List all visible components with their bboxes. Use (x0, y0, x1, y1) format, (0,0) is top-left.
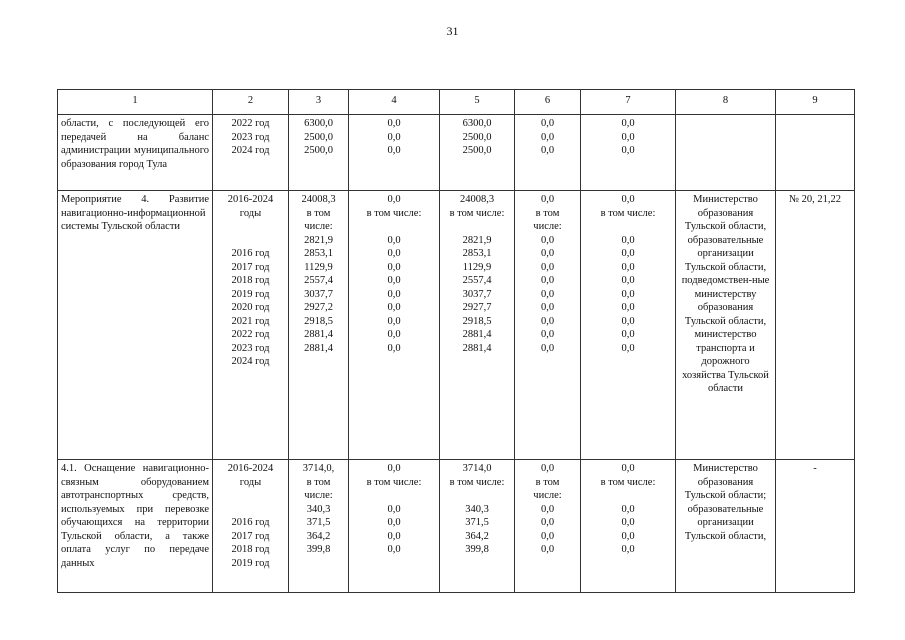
funding-value: 0,0 (387, 248, 401, 259)
funding-cell-c6 (515, 115, 581, 191)
funding-cell-c7 (581, 191, 676, 460)
funding-value: 0,0 (540, 315, 555, 327)
funding-value: 0,0 (621, 530, 635, 542)
funding-value: 0,0 (387, 261, 401, 273)
funding-value: 6300,0 (304, 118, 333, 129)
year-label: 2022 год (231, 118, 270, 129)
funding-cell-c5 (440, 115, 515, 191)
year-label: 2020 год (231, 302, 270, 313)
measure-description: 4.1. Оснащение навигационно-связным оборудованием автотранспортных средств, используемых при перевозке обучающихся на территории Тульской области, а также оплата услуг по передаче данных (61, 463, 209, 569)
funding-total: 3714,0 (462, 463, 492, 474)
funding-value: 0,0 (387, 517, 401, 528)
funding-value: 0,0 (540, 131, 555, 143)
funding-value: 0,0 (540, 302, 555, 313)
funding-value: 0,0 (540, 503, 555, 515)
year-label: 2019 год (231, 557, 270, 569)
funding-value: 0,0 (387, 315, 401, 327)
funding-value: 2927,7 (462, 302, 492, 313)
funding-value: 399,8 (465, 544, 489, 555)
funding-value: 0,0 (540, 517, 555, 528)
funding-value: 0,0 (540, 342, 555, 354)
funding-total: 3714,0, (302, 463, 335, 474)
funding-value: 0,0 (387, 302, 401, 313)
funding-value: 0,0 (621, 118, 635, 129)
funding-value: 0,0 (540, 530, 555, 542)
funding-value: 0,0 (540, 145, 555, 156)
measure-description-cell (58, 115, 213, 191)
period-cell (213, 115, 289, 191)
funding-value: 2853,1 (304, 248, 333, 259)
funding-value: 0,0 (621, 131, 635, 143)
funding-value: 0,0 (387, 329, 401, 340)
funding-cell-c6 (515, 460, 581, 593)
funding-value: 0,0 (540, 118, 555, 129)
measure-description: Мероприятие 4. Развитие навигационно-информационной системы Тульской области (61, 194, 209, 232)
funding-cell-c5 (440, 460, 515, 593)
executor-cell (676, 460, 776, 593)
funding-value: 1129,9 (462, 261, 492, 273)
subtotal-note: в том числе: (449, 476, 505, 488)
year-label: 2017 год (231, 261, 270, 273)
subtotal-note: в том числе: (449, 207, 505, 219)
table-row (58, 115, 855, 191)
funding-value: 0,0 (387, 530, 401, 542)
funding-cell-c7 (581, 460, 676, 593)
year-label: 2018 год (231, 275, 270, 286)
funding-total: 24008,3 (459, 194, 495, 205)
executor-text: Министерство образования Тульской области; образовательные организации Тульской области, (684, 463, 767, 542)
measure-description: области, с последующей его передачей на баланс администрации муниципального образования город Тула (61, 118, 209, 170)
indicator-reference-cell (776, 460, 855, 593)
subtotal-note: в том числе: (366, 207, 422, 219)
funding-value: 2500,0 (462, 145, 492, 156)
funding-value: 0,0 (621, 517, 635, 528)
spacer (216, 489, 285, 503)
column-header: 6 (515, 90, 581, 115)
funding-value: 0,0 (540, 544, 555, 555)
funding-value: 0,0 (621, 329, 635, 340)
funding-value: 2881,4 (304, 329, 333, 340)
funding-value: 399,8 (306, 544, 331, 555)
funding-value: 0,0 (387, 503, 401, 515)
funding-cell-c3 (289, 115, 349, 191)
subtotal-note: в том числе: (533, 476, 562, 501)
funding-value: 0,0 (540, 261, 555, 273)
funding-value: 0,0 (621, 261, 635, 273)
spacer (352, 489, 436, 503)
funding-cell-c4 (349, 115, 440, 191)
funding-cell-c4 (349, 191, 440, 460)
funding-value: 1129,9 (304, 261, 333, 273)
funding-value: 0,0 (621, 503, 635, 515)
funding-value: 0,0 (621, 248, 635, 259)
funding-value: 0,0 (387, 118, 401, 129)
executor-cell (676, 115, 776, 191)
subtotal-note: в том числе: (600, 476, 656, 488)
column-header: 1 (58, 90, 213, 115)
subtotal-note: в том числе: (304, 207, 333, 232)
spacer (584, 220, 672, 234)
funding-cell-c4 (349, 460, 440, 593)
indicator-reference-cell (776, 115, 855, 191)
column-header: 3 (289, 90, 349, 115)
funding-value: 2821,9 (304, 234, 333, 246)
year-label: 2019 год (231, 288, 270, 300)
period-cell (213, 191, 289, 460)
subtotal-note: в том числе: (600, 207, 656, 219)
funding-value: 2557,4 (462, 275, 492, 286)
funding-value: 0,0 (621, 145, 635, 156)
spacer (443, 220, 511, 234)
funding-value: 3037,7 (304, 288, 333, 300)
executor-text: Министерство образования Тульской области, образовательные организации Тульской области, подведомствен-ные министерству образования Тульской области, министерство транспорта и дорожного хозяйства Тульской области (681, 194, 770, 394)
measure-description-cell (58, 460, 213, 593)
indicator-reference-cell (776, 191, 855, 460)
funding-value: 0,0 (540, 248, 555, 259)
column-header: 7 (581, 90, 676, 115)
funding-total: 0,0 (540, 463, 555, 474)
funding-value: 0,0 (387, 131, 401, 143)
funding-cell-c5 (440, 191, 515, 460)
funding-value: 0,0 (621, 288, 635, 300)
funding-value: 2557,4 (304, 275, 333, 286)
year-label: 2018 год (231, 544, 270, 555)
funding-value: 0,0 (387, 342, 401, 354)
funding-value: 0,0 (387, 145, 401, 156)
year-label: 2016 год (231, 517, 270, 528)
funding-value: 0,0 (621, 315, 635, 327)
spacer (443, 489, 511, 503)
year-label: 2024 год (231, 356, 270, 367)
funding-cell-c3 (289, 191, 349, 460)
funding-value: 0,0 (387, 275, 401, 286)
column-header: 9 (776, 90, 855, 115)
executor-cell (676, 191, 776, 460)
funding-value: 0,0 (540, 329, 555, 340)
page-number: 31 (446, 24, 459, 38)
column-header: 8 (676, 90, 776, 115)
funding-value: 340,3 (465, 503, 489, 515)
spacer (584, 489, 672, 503)
year-label: 2022 год (231, 329, 270, 340)
funding-value: 0,0 (621, 234, 635, 246)
year-label: 2017 год (231, 530, 270, 542)
funding-value: 0,0 (540, 234, 555, 246)
indicator-reference: - (813, 463, 817, 474)
funding-value: 0,0 (621, 342, 635, 354)
funding-value: 2918,5 (304, 315, 333, 327)
column-header: 2 (213, 90, 289, 115)
funding-value: 0,0 (621, 544, 635, 555)
spacer (216, 503, 285, 517)
year-label: 2023 год (231, 131, 270, 143)
period-cell (213, 460, 289, 593)
funding-value: 0,0 (387, 544, 401, 555)
funding-value: 2500,0 (304, 145, 333, 156)
funding-value: 364,2 (465, 530, 489, 542)
funding-value: 0,0 (387, 234, 401, 246)
funding-value: 0,0 (387, 288, 401, 300)
table-row (58, 191, 855, 460)
spacer (352, 220, 436, 234)
period-label: 2016-2024 годы (227, 194, 274, 219)
table-row (58, 460, 855, 593)
subtotal-note: в том числе: (304, 476, 333, 501)
funding-value: 2500,0 (462, 131, 492, 143)
funding-value: 371,5 (306, 517, 331, 528)
funding-value: 6300,0 (462, 118, 492, 129)
funding-value: 2918,5 (462, 315, 492, 327)
funding-value: 0,0 (621, 302, 635, 313)
funding-value: 340,3 (306, 503, 331, 515)
indicator-reference: № 20, 21,22 (788, 194, 842, 205)
header-row (58, 90, 855, 115)
funding-cell-c7 (581, 115, 676, 191)
funding-total: 0,0 (387, 463, 401, 474)
funding-total: 0,0 (387, 194, 401, 205)
subtotal-note: в том числе: (533, 207, 562, 232)
funding-value: 2881,4 (462, 329, 492, 340)
funding-value: 2881,4 (304, 342, 333, 354)
funding-total: 0,0 (621, 463, 635, 474)
period-label: 2016-2024 годы (227, 463, 274, 488)
funding-value: 3037,7 (462, 288, 492, 300)
funding-value: 2821,9 (462, 234, 492, 246)
funding-total: 0,0 (621, 194, 635, 205)
subtotal-note: в том числе: (366, 476, 422, 488)
year-label: 2023 год (231, 342, 270, 354)
program-table (57, 89, 855, 593)
funding-value: 364,2 (306, 530, 331, 542)
year-label: 2021 год (231, 315, 270, 327)
measure-description-cell (58, 191, 213, 460)
funding-value: 2927,2 (304, 302, 333, 313)
spacer (216, 220, 285, 234)
funding-value: 2500,0 (304, 131, 333, 143)
funding-value: 0,0 (621, 275, 635, 286)
funding-cell-c6 (515, 191, 581, 460)
funding-value: 2881,4 (462, 342, 492, 354)
year-label: 2016 год (231, 248, 270, 259)
funding-total: 0,0 (540, 194, 555, 205)
column-header: 5 (440, 90, 515, 115)
funding-value: 0,0 (540, 288, 555, 300)
funding-value: 0,0 (540, 275, 555, 286)
year-label: 2024 год (231, 145, 270, 156)
funding-cell-c3 (289, 460, 349, 593)
column-header: 4 (349, 90, 440, 115)
funding-value: 371,5 (465, 517, 489, 528)
funding-total: 24008,3 (301, 194, 336, 205)
spacer (216, 234, 285, 248)
funding-value: 2853,1 (462, 248, 492, 259)
